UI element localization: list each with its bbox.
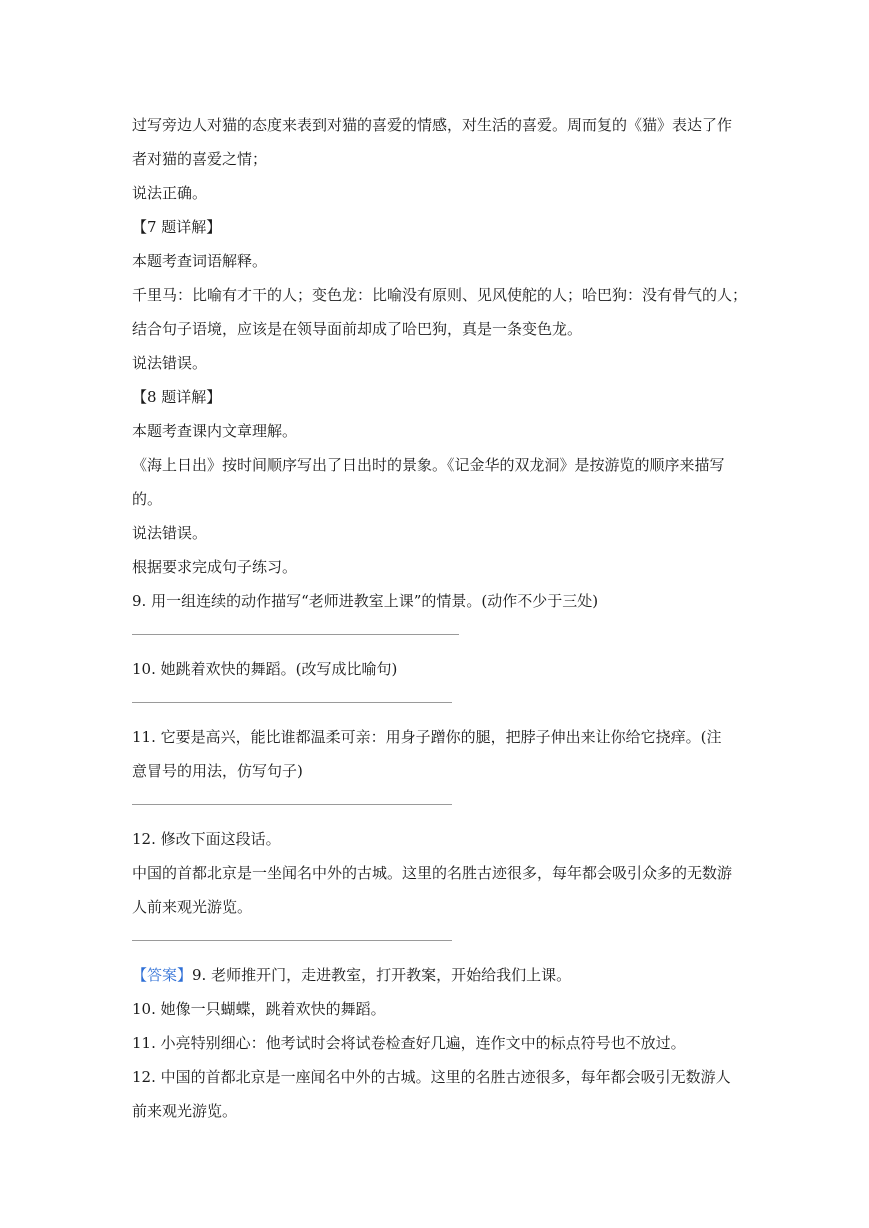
section-intro: 根据要求完成句子练习。 (132, 558, 298, 576)
answer-blank-line (132, 702, 452, 703)
answer-9-text: 9. 老师推开门，走进教室，打开教案，开始给我们上课。 (192, 966, 572, 984)
verdict-line: 说法错误。 (132, 354, 208, 372)
answer-tag: 【答案】 (132, 966, 193, 984)
text-line: 的。 (132, 490, 163, 508)
text-line: 本题考查词语解释。 (132, 252, 268, 270)
question-12-passage: 人前来观光游览。 (132, 898, 253, 916)
text-line: 结合句子语境，应该是在领导面前却成了哈巴狗，真是一条变色龙。 (132, 320, 583, 338)
answer-blank-line (132, 634, 459, 635)
question-12-passage: 中国的首都北京是一坐闻名中外的古城。这里的名胜古迹很多，每年都会吸引众多的无数游 (132, 864, 733, 882)
document-page (132, 108, 748, 1128)
text-line: 本题考查课内文章理解。 (132, 422, 298, 440)
question-11-cont: 意冒号的用法，仿写句子) (132, 762, 303, 780)
answer-12: 12. 中国的首都北京是一座闻名中外的古城。这里的名胜古迹很多，每年都会吸引无数游人 (132, 1068, 731, 1086)
question-12: 12. 修改下面这段话。 (132, 830, 281, 848)
answer-11: 11. 小亮特别细心：他考试时会将试卷检查好几遍，连作文中的标点符号也不放过。 (132, 1034, 686, 1052)
question-9: 9. 用一组连续的动作描写“老师进教室上课”的情景。(动作不少于三处) (132, 592, 599, 610)
text-line: 过写旁边人对猫的态度来表到对猫的喜爱的情感，对生活的喜爱。周而复的《猫》表达了作 (132, 116, 733, 134)
answer-blank-line (132, 940, 452, 941)
explanation-heading: 【7 题详解】 (132, 218, 222, 236)
answer-9 (132, 958, 742, 992)
text-line: 者对猫的喜爱之情； (132, 150, 268, 168)
question-11: 11. 它要是高兴，能比谁都温柔可亲：用身子蹭你的腿，把脖子伸出来让你给它挠痒。(注 (132, 728, 722, 746)
verdict-line: 说法正确。 (132, 184, 208, 202)
verdict-line: 说法错误。 (132, 524, 208, 542)
question-10: 10. 她跳着欢快的舞蹈。(改写成比喻句) (132, 660, 398, 678)
answer-10: 10. 她像一只蝴蝶，跳着欢快的舞蹈。 (132, 1000, 386, 1018)
text-line: 《海上日出》按时间顺序写出了日出时的景象。《记金华的双龙洞》是按游览的顺序来描写 (132, 456, 725, 474)
explanation-heading: 【8 题详解】 (132, 388, 222, 406)
answer-12-cont: 前来观光游览。 (132, 1102, 238, 1120)
answer-blank-line (132, 804, 452, 805)
text-line: 千里马：比喻有才干的人；变色龙：比喻没有原则、见风使舵的人；哈巴狗：没有骨气的人； (132, 286, 748, 304)
